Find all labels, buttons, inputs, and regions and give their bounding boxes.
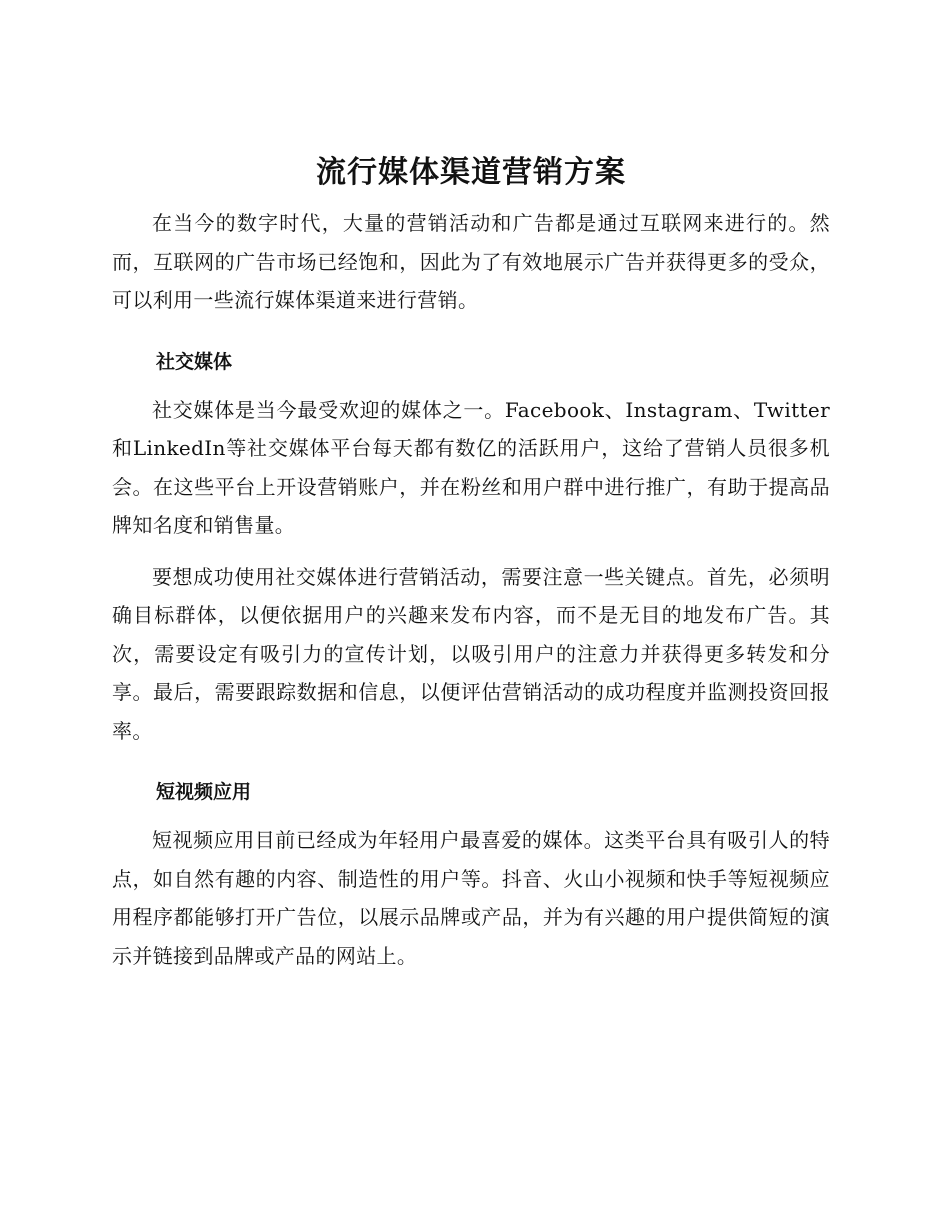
document-title: 流行媒体渠道营销方案 [316, 155, 626, 190]
document-page [112, 148, 830, 975]
section-heading-short-video: 短视频应用 [156, 781, 252, 803]
section-spacer [112, 750, 830, 763]
paragraph-spacer [112, 545, 830, 558]
social-media-paragraph-1: 社交媒体是当今最受欢迎的媒体之一。Facebook、Instagram、Twitter和LinkedIn等社交媒体平台每天都有数亿的活跃用户，这给了营销人员很多机会。在这些平台上开设营销账户，并在粉丝和用户群中进行推广，有助于提高品牌知名度和销售量。 [112, 397, 830, 537]
section-spacer [112, 320, 830, 333]
social-media-paragraph-2: 要想成功使用社交媒体进行营销活动，需要注意一些关键点。首先，必须明确目标群体，以便依据用户的兴趣来发布内容，而不是无目的地发布广告。其次，需要设定有吸引力的宣传计划，以吸引用户的注意力并获得更多转发和分享。最后，需要跟踪数据和信息，以便评估营销活动的成功程度并监测投资回报率。 [112, 564, 830, 743]
short-video-paragraph-1: 短视频应用目前已经成为年轻用户最喜爱的媒体。这类平台具有吸引人的特点，如自然有趣的内容、制造性的用户等。抖音、火山小视频和快手等短视频应用程序都能够打开广告位，以展示品牌或产品，并为有兴趣的用户提供简短的演示并链接到品牌或产品的网站上。 [112, 828, 830, 968]
intro-paragraph: 在当今的数字时代，大量的营销活动和广告都是通过互联网来进行的。然而，互联网的广告市场已经饱和，因此为了有效地展示广告并获得更多的受众，可以利用一些流行媒体渠道来进行营销。 [112, 211, 830, 312]
section-heading-social-media: 社交媒体 [156, 350, 233, 373]
